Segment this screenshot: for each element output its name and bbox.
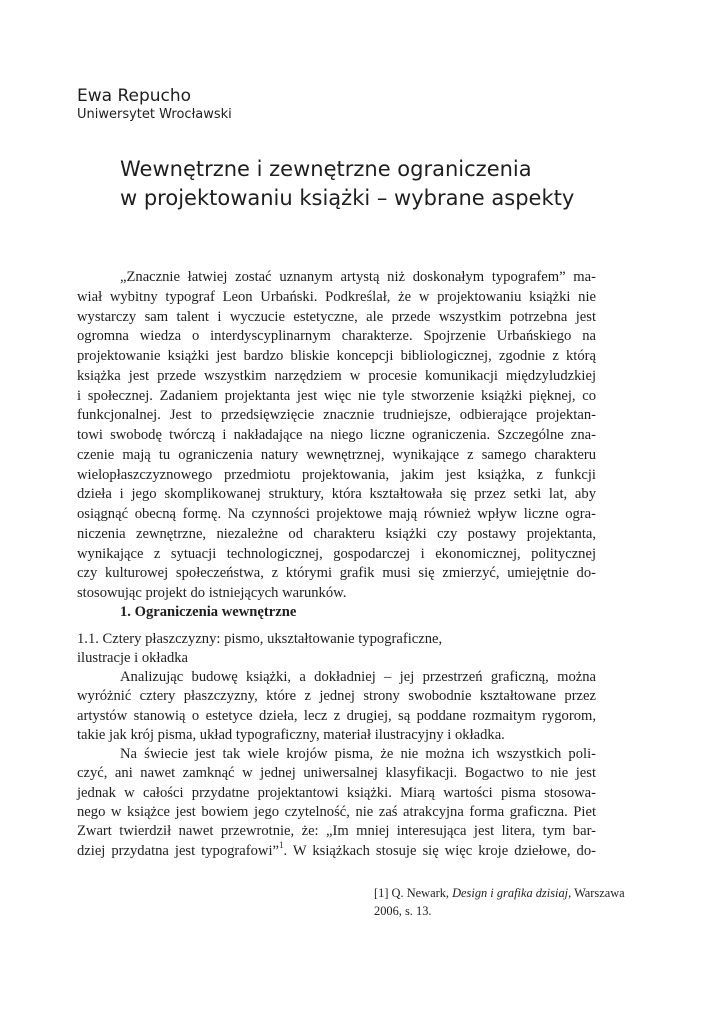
para3-text-after-ref: . W książkach stosuje się więc kroje dziełowe, do- [283, 842, 596, 859]
intro-line: „Znacznie łatwiej zostać uznanym artystą niż doskonałym typografem” ma- [120, 269, 596, 285]
intro-line: czy kulturowej społeczeństwa, z którymi grafik musi się zmierzyć, umiejętnie do- [77, 565, 596, 582]
intro-line: projektowanie książki jest bardzo bliskie koncepcji bibliologicznej, zgodnie z którą [77, 348, 596, 364]
footnote-reference[interactable]: 1 [278, 839, 284, 850]
para3-line: Zwart twierdził nawet przewrotnie, że: „Im mniej interesująca jest litera, tym bar- [77, 823, 596, 840]
intro-line: niczenia zewnętrzne, niezależne od charakteru książki czy postawy projektanta, [77, 525, 596, 542]
intro-line: ogromna wiedza o interdyscyplinarnym charakterze. Spojrzenie Urbańskiego na [77, 328, 596, 345]
footnote-rest: , Warszawa [568, 886, 625, 900]
intro-line: wielopłaszczyznowego przedmiotu projektowania, jakim jest książka, z funkcji [77, 466, 596, 483]
intro-line: i społecznej. Zadaniem projektanta jest więc nie tyle stworzenie książki pięknej, co [77, 387, 596, 404]
author-affiliation: Uniwersytet Wrocławski [77, 107, 232, 122]
para3-line: Na świecie jest tak wiele krojów pisma, że nie można ich wszystkich poli- [120, 746, 596, 763]
para2-line: artystów stanowią o estetyce dzieła, lecz z drugiej, są poddane rozmaitym rygorom, [77, 707, 596, 724]
intro-line: dzieła i jego skomplikowanej struktury, która kształtowała się przez setki lat, aby [77, 486, 596, 503]
para2-line: Analizując budowę książki, a dokładniej – jej przestrzeń graficzną, można [120, 669, 596, 685]
para3-line: czyć, ani nawet zamknąć w jednej uniwersalnej klasyfikacji. Bogactwo to nie jest [77, 765, 596, 782]
intro-line: czenie mają tu ograniczenia natury wewnętrznej, wynikające z samego charakteru [77, 446, 596, 463]
body-text [77, 668, 596, 861]
intro-line: osiągnąć obecną formę. Na czynności projektowe mają również wpływ liczne ogra- [77, 506, 596, 522]
footnote [374, 884, 636, 920]
subsection-heading [77, 630, 596, 668]
author-name: Ewa Repucho [77, 86, 192, 106]
article-title [120, 155, 640, 213]
article-title-line-1: Wewnętrzne i zewnętrzne ograniczenia [120, 157, 532, 181]
footnote-marker: [1] Q. Newark, [374, 886, 453, 900]
para2-line: wyróżnić cztery płaszczyzny, które z jednej strony swobodnie kształtowane przez [77, 688, 596, 705]
intro-paragraph [77, 268, 596, 604]
intro-line: stosowując projekt do istniejących warunków. [77, 585, 347, 601]
intro-line: wynikające z sytuacji technologicznej, gospodarczej i ekonomicznej, politycznej [77, 545, 596, 562]
para3-line-last [77, 839, 596, 861]
intro-line: funkcjonalnej. Jest to przedsięwzięcie znacznie trudniejsze, odbierające projektan- [77, 407, 596, 424]
para3-line: jednak w całości przydatne projektantowi książki. Miarą wartości pisma stosowa- [77, 784, 596, 801]
intro-line: książka jest przede wszystkim narzędziem w procesie komunikacji międzyludzkiej [77, 367, 596, 384]
section-heading: 1. Ograniczenia wewnętrzne [120, 604, 297, 620]
intro-line: wystarczy sam talent i wyczucie estetyczne, ale przede wszystkim potrzebna jest [77, 308, 596, 325]
footnote-line-1 [374, 884, 636, 902]
footnote-book-title: Design i grafika dzisiaj [452, 886, 569, 900]
para3-text-before-ref: dziej przydatna jest typografowi” [77, 842, 279, 859]
subsection-heading-line-1: 1.1. Cztery płaszczyzny: pismo, ukształtowanie typograficzne, [77, 631, 443, 647]
subsection-heading-line-2: ilustracje i okładka [77, 650, 189, 666]
article-title-line-2: w projektowaniu książki – wybrane aspekty [120, 186, 575, 210]
footnote-line-2: 2006, s. 13. [374, 904, 432, 918]
para2-line: takie jak krój pisma, układ typograficzny, materiał ilustracyjny i okładka. [77, 726, 505, 743]
para3-line: nego w książce jest bowiem jego czytelność, nie zaś atrakcyjna forma graficzna. Piet [77, 804, 596, 821]
intro-line: wiał wybitny typograf Leon Urbański. Podkreślał, że w projektowaniu książki nie [77, 288, 596, 305]
intro-line: towi swobodę twórczą i nakładające na niego liczne ograniczenia. Szczególne zna- [77, 427, 596, 443]
